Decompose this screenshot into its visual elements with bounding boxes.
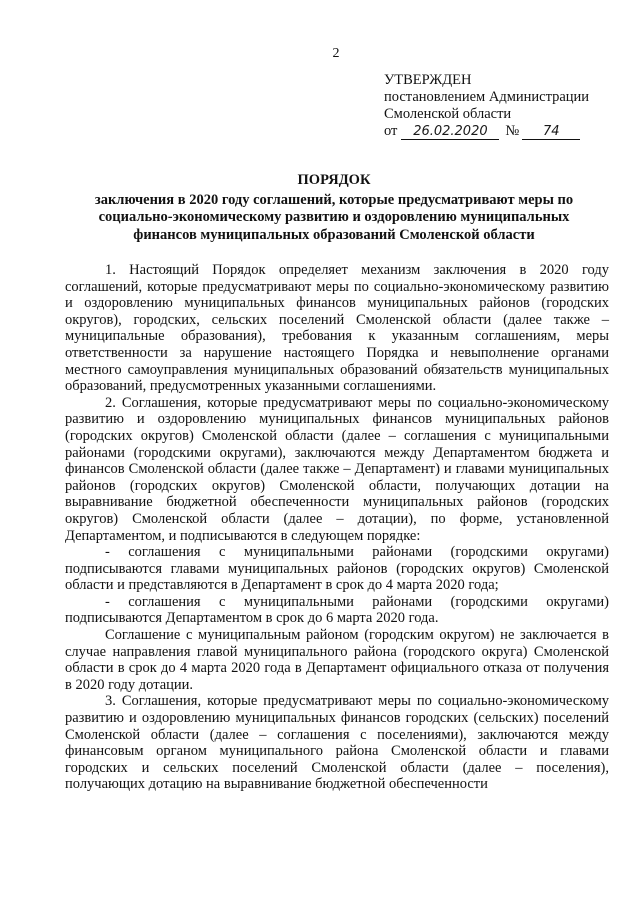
document-title-block bbox=[60, 172, 608, 244]
document-body bbox=[65, 262, 609, 793]
approval-from-label: от bbox=[384, 123, 398, 139]
approval-line-approved: УТВЕРЖДЕН bbox=[384, 72, 472, 88]
document-subtitle-line-1: заключения в 2020 году соглашений, которые предусматривают меры по bbox=[94, 191, 574, 208]
approval-line-date-number bbox=[384, 123, 589, 140]
paragraph-2-item-2: - соглашения с муниципальными районами (городскими округами) подписываются Департаментом в срок до 6 марта 2020 года. bbox=[65, 593, 609, 627]
paragraph-3: 3. Соглашения, которые предусматривают меры по социально-экономическому развитию и оздоровлению муниципальных финансов городских (сельских) поселений Смоленской области (далее – соглашения с поселениями), заключаются между финансовым органом муниципального района Смоленской области и главами городских и сельских поселений Смоленской области (далее – поселения), получающих дотацию на выравнивание бюджетной обеспеченности bbox=[65, 693, 609, 793]
paragraph-2-item-1: - соглашения с муниципальными районами (городскими округами) подписываются главами муниципальных районов (городских округов) Смоленской области и представляются в Департамент в срок до 4 марта 2020 года; bbox=[65, 544, 609, 594]
page-number: 2 bbox=[332, 46, 340, 61]
approval-date: 26.02.2020 bbox=[401, 125, 499, 140]
approval-stamp bbox=[384, 72, 589, 140]
paragraph-1: 1. Настоящий Порядок определяет механизм заключения в 2020 году соглашений, которые предусматривают меры по социально-экономическому развитию и оздоровлению муниципальных финансов муниципальных районов (городских округов), городских, сельских поселений Смоленской области (далее также – муниципальные образования), требования к указанным соглашениям, меры ответственности за нарушение настоящего Порядка и невыполнение органами местного самоуправления муниципальных образований обязательств муниципальных образований, предусмотренных указанными соглашениями. bbox=[65, 262, 609, 395]
approval-number-label: № bbox=[505, 123, 520, 139]
approval-line-region: Смоленской области bbox=[384, 106, 512, 122]
document-subtitle-line-2: социально-экономическому развитию и оздоровлению муниципальных bbox=[98, 209, 570, 225]
paragraph-2-note: Соглашение с муниципальным районом (городским округом) не заключается в случае направления главой муниципального района (городского округа) Смоленской области в срок до 4 марта 2020 года в Департамент официального отказа от получения в 2020 году дотации. bbox=[65, 627, 609, 693]
document-title: ПОРЯДОК bbox=[297, 172, 371, 188]
document-subtitle-line-3: финансов муниципальных образований Смоленской области bbox=[133, 226, 535, 243]
approval-line-resolution: постановлением Администрации bbox=[384, 89, 590, 105]
approval-number: 74 bbox=[522, 125, 580, 140]
paragraph-2: 2. Соглашения, которые предусматривают меры по социально-экономическому развитию и оздоровлению муниципальных финансов муниципальных районов (городских округов) Смоленской области (далее – соглашения с муниципальными районами (городскими округами), заключаются между Департаментом бюджета и финансов Смоленской области (далее также – Департамент) и главами муниципальных районов (городских округов) Смоленской области, получающих дотации на выравнивание бюджетной обеспеченности муниципальных районов (городских округов) Смоленской области (далее – дотации), по форме, установленной Департаментом, и подписываются в следующем порядке: bbox=[65, 394, 609, 544]
